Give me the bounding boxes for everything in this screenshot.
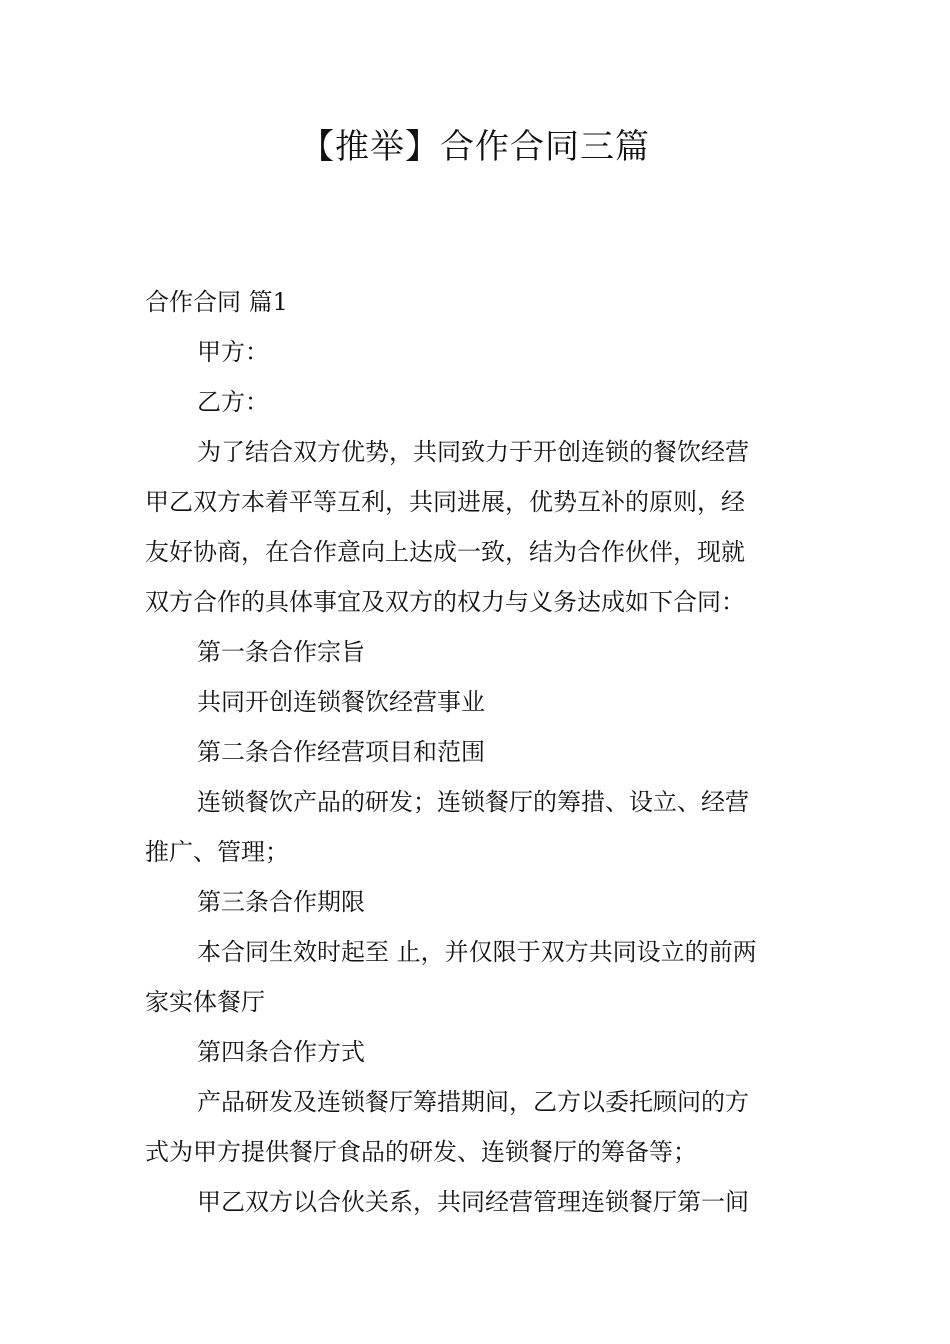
document-title: 【推举】合作合同三篇 (300, 127, 650, 167)
intro-line-1: 为了结合双方优势，共同致力于开创连锁的餐饮经营 (197, 438, 749, 466)
article-3-line-2: 家实体餐厅 (145, 988, 265, 1016)
article-2-line-2: 推广、管理； (145, 838, 289, 866)
article-2-line-1: 连锁餐饮产品的研发；连锁餐厅的筹措、设立、经营 (197, 788, 749, 816)
article-4-line-2: 式为甲方提供餐厅食品的研发、连锁餐厅的筹备等； (145, 1138, 697, 1166)
article-4-line-3: 甲乙双方以合伙关系，共同经营管理连锁餐厅第一间 (197, 1188, 749, 1216)
article-1-title: 第一条合作宗旨 (197, 638, 365, 666)
article-4-line-1: 产品研发及连锁餐厅筹措期间，乙方以委托顾问的方 (197, 1088, 749, 1116)
intro-line-2: 甲乙双方本着平等互利，共同进展，优势互补的原则，经 (145, 488, 745, 516)
section-heading: 合作合同 篇1 (145, 288, 288, 316)
article-3-title: 第三条合作期限 (197, 888, 365, 916)
party-b-line: 乙方： (197, 388, 269, 416)
article-2-title: 第二条合作经营项目和范围 (197, 738, 485, 766)
article-1-text: 共同开创连锁餐饮经营事业 (197, 688, 485, 716)
article-3-line-1: 本合同生效时起至 止，并仅限于双方共同设立的前两 (197, 938, 757, 966)
intro-line-3: 友好协商，在合作意向上达成一致，结为合作伙伴，现就 (145, 538, 745, 566)
intro-line-4: 双方合作的具体事宜及双方的权力与义务达成如下合同： (145, 588, 745, 616)
article-4-title: 第四条合作方式 (197, 1038, 365, 1066)
party-a-line: 甲方： (197, 338, 269, 366)
document-body (145, 277, 807, 1227)
